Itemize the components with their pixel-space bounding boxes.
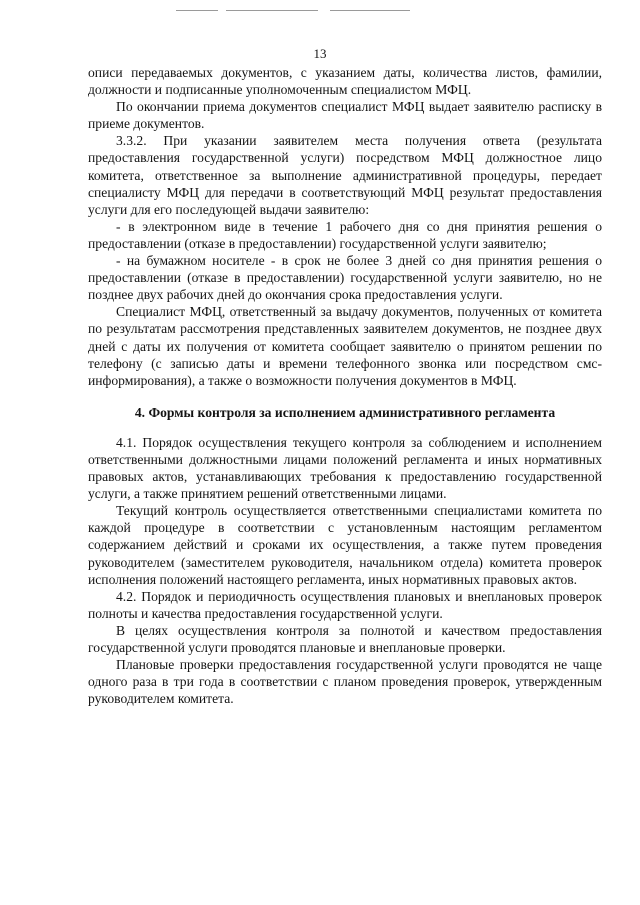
scan-artifact-line	[176, 10, 218, 11]
scan-artifact-line	[226, 10, 318, 11]
section-heading: 4. Формы контроля за исполнением административного регламента	[134, 404, 556, 420]
paragraph: В целях осуществления контроля за полнотой и качеством предоставления государственной услуги проводятся плановые и внеплановые проверки.	[88, 622, 602, 655]
scan-artifact-line	[330, 10, 410, 11]
paragraph: 4.1. Порядок осуществления текущего контроля за соблюдением и исполнением ответственными должностными лицами положений регламента и иных нормативных правовых актов, устанавливающих требования к предоставлению государственной услуги, а также принятием решений ответственными лицами.	[88, 434, 602, 502]
page-number: 13	[313, 46, 327, 61]
paragraph: - на бумажном носителе - в срок не более 3 дней со дня принятия решения о предоставлении (отказе в предоставлении) государственной услуги заявителю, но не позднее двух рабочих дней до окончания срока предоставления услуги.	[88, 253, 602, 303]
paragraph: Специалист МФЦ, ответственный за выдачу документов, полученных от комитета по результатам рассмотрения представленных заявителем документов, не позднее двух дней с даты их получения от комитета сообщает заявителю о принятом решении по телефону (с записью даты и времени телефонного звонка или посредством смс-информирования), а также о возможности получения документов в МФЦ.	[88, 304, 602, 388]
paragraph: Плановые проверки предоставления государственной услуги проводятся не чаще одного раза в три года в соответствии с планом проведения проверок, утвержденным руководителем комитета.	[88, 657, 602, 707]
paragraph: - в электронном виде в течение 1 рабочего дня со дня принятия решения о предоставлении (отказе в предоставлении) государственной услуги заявителю;	[88, 218, 602, 251]
paragraph: описи передаваемых документов, с указанием даты, количества листов, фамилии, должности и подписанные уполномоченным специалистом МФЦ.	[88, 65, 602, 98]
paragraph: 3.3.2. При указании заявителем места получения ответа (результата предоставления государственной услуги) посредством МФЦ должностное лицо комитета, ответственное за выполнение административной процедуры, передает специалисту МФЦ для передачи в соответствующий МФЦ результат предоставления услуги для его последующей выдачи заявителю:	[88, 133, 602, 217]
paragraph: По окончании приема документов специалист МФЦ выдает заявителю расписку в приеме документов.	[88, 99, 602, 132]
paragraph: Текущий контроль осуществляется ответственными специалистами комитета по каждой процедуре в соответствии с установленным настоящим регламентом содержанием действий и сроками их осуществления, а также путем проведения руководителем (заместителем руководителя, начальником отдела) комитета проверок исполнения положений настоящего регламента, иных нормативных правовых актов.	[88, 503, 602, 587]
document-body	[88, 64, 602, 707]
paragraph: 4.2. Порядок и периодичность осуществления плановых и внеплановых проверок полноты и качества предоставления государственной услуги.	[88, 588, 602, 621]
